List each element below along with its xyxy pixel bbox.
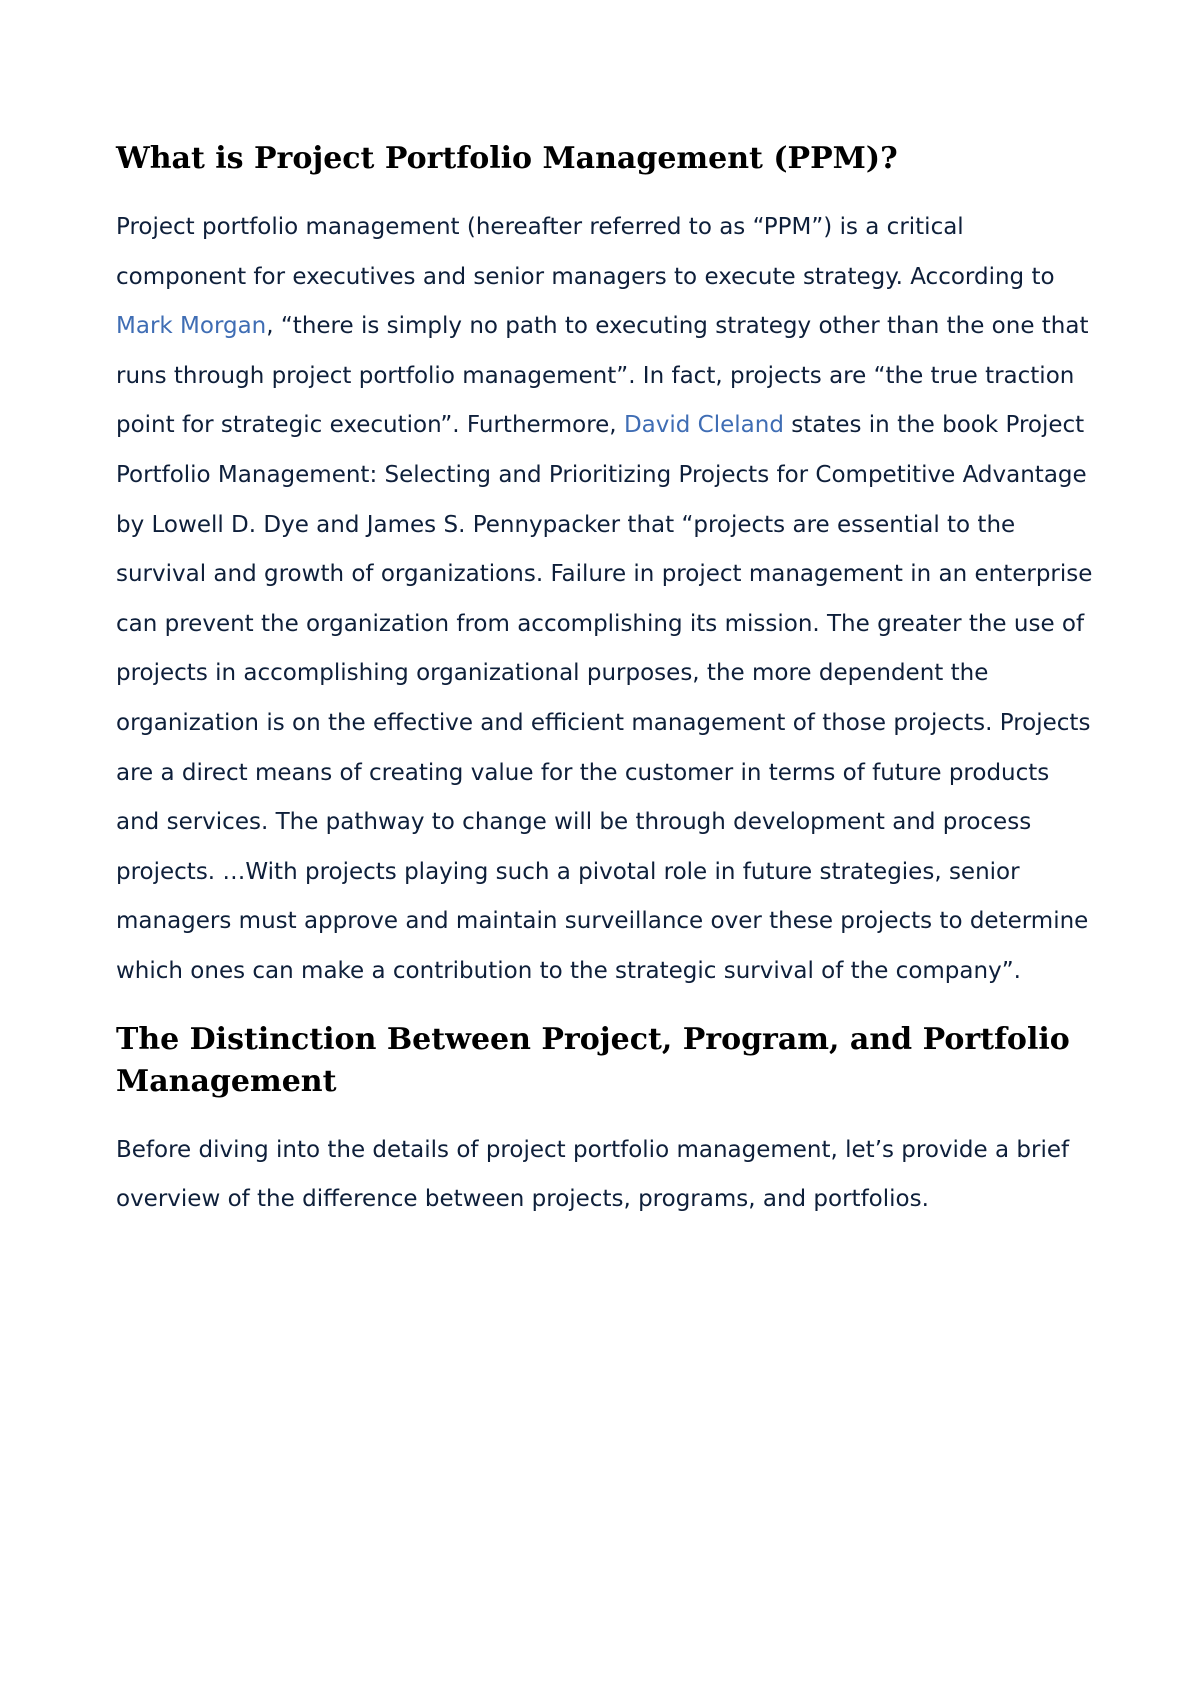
paragraph-text-quote: , “there is simply no path to executing strategy other than the one that runs through project portfolio management”. In fact, projects are “the true traction point for strategic execution”. Furthermore, xyxy=(116,313,1089,439)
document-content xyxy=(116,138,1096,1225)
paragraph-text-intro: Project portfolio management (hereafter referred to as “PPM”) is a critical component for executives and senior managers to execute strategy. According to xyxy=(116,214,1055,290)
paragraph-text-cleland-quote: states in the book Project Portfolio Management: Selecting and Prioritizing Projects for Competitive Advantage by Lowell D. Dye and James S. Pennypacker that “projects are essential to the survival and growth of organizations. Failure in project management in an enterprise can prevent the organization from accomplishing its mission. The greater the use of projects in accomplishing organizational purposes, the more dependent the organization is on the effective and efficient management of those projects. Projects are a direct means of creating value for the customer in terms of future products and services. The pathway to change will be through development and process projects. …With projects playing such a pivotal role in future strategies, senior managers must approve and maintain surveillance over these projects to determine which ones can make a contribution to the strategic survival of the company”. xyxy=(116,412,1093,984)
link-mark-morgan[interactable]: Mark Morgan xyxy=(116,313,267,340)
section-heading-distinction: The Distinction Between Project, Program, and Portfolio Management xyxy=(116,1021,1070,1099)
section-heading-ppm: What is Project Portfolio Management (PPM)? xyxy=(116,141,898,176)
link-david-cleland[interactable]: David Cleland xyxy=(623,412,784,439)
distinction-paragraph: Before diving into the details of project portfolio management, let’s provide a brief overview of the difference between projects, programs, and portfolios. xyxy=(116,1136,1070,1213)
ppm-paragraph xyxy=(116,203,1096,997)
